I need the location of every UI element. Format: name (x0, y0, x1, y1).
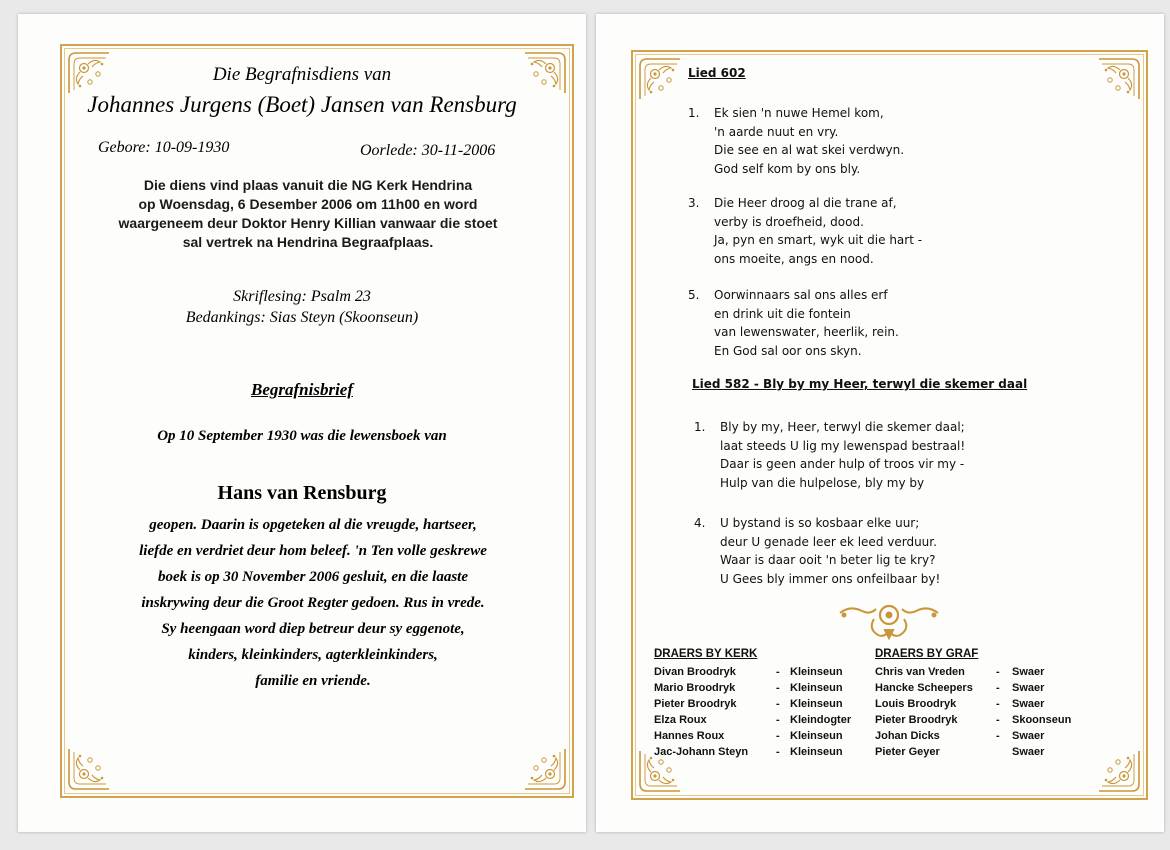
service-subtitle: Die Begrafnisdiens van (212, 64, 392, 85)
verse-number: 5. (688, 288, 700, 302)
bearer-row (875, 728, 1045, 744)
letter-line: inskrywing deur die Groot Regter gedoen. Rus in vrede. (141, 595, 485, 611)
birth-date: Gebore: 10-09-1930 (98, 139, 230, 156)
bearer-name: Louis Broodryk (875, 698, 957, 710)
hymn-582-title: Lied 582 - Bly by my Heer, terwyl die skemer daal (692, 377, 1028, 391)
verse-line: deur U genade leer ek leed verduur. (720, 534, 937, 549)
bearers-grave (875, 648, 1072, 760)
bearer-separator: - (776, 682, 780, 694)
bearer-relation: Swaer (1012, 746, 1045, 758)
verse-number: 1. (694, 420, 706, 434)
corner-ornament-icon (522, 746, 568, 792)
bearer-name: Hannes Roux (654, 730, 725, 742)
service-line: op Woensdag, 6 Desember 2006 om 11h00 en word (138, 196, 478, 212)
verse-line: U Gees bly immer ons onfeilbaar by! (720, 571, 941, 586)
bearer-name: Johan Dicks (875, 730, 940, 742)
bearer-row (875, 744, 1045, 760)
verse-line: Ja, pyn en smart, wyk uit die hart - (714, 233, 923, 247)
corner-ornament-icon (66, 746, 112, 792)
bearer-name: Pieter Broodryk (875, 714, 958, 726)
bearer-separator: - (776, 714, 780, 726)
bearer-separator: - (996, 698, 1000, 710)
hymn-602-verse-5 (688, 286, 899, 360)
bearer-row (654, 744, 843, 760)
verse-line: 'n aarde nuut en vry. (714, 124, 839, 139)
bearer-name: Divan Broodryk (654, 666, 736, 678)
bearer-relation: Swaer (1012, 698, 1045, 710)
bearer-row (654, 680, 843, 696)
bearer-relation: Skoonseun (1012, 714, 1072, 726)
bearers-church (654, 648, 852, 760)
verse-line: Bly by my, Heer, terwyl die skemer daal; (720, 420, 965, 434)
death-date: Oorlede: 30-11-2006 (360, 142, 496, 159)
bearer-row (875, 664, 1045, 680)
bearer-separator: - (776, 730, 780, 742)
hymn-602-verse-1 (688, 104, 905, 178)
service-line: waargeneem deur Doktor Henry Killian vanwaar die stoet (118, 215, 498, 231)
bearer-relation: Swaer (1012, 666, 1045, 678)
bearer-relation: Kleinseun (790, 730, 843, 742)
bearer-name: Chris van Vreden (875, 666, 965, 678)
deceased-name: Johannes Jurgens (Boet) Jansen van Rensburg (87, 92, 517, 117)
hymn-582-verse-1 (694, 418, 966, 492)
bearer-row (654, 696, 843, 712)
verse-line: laat steeds U lig my lewenspad bestraal! (720, 438, 966, 453)
service-details (88, 176, 528, 252)
verse-line: Hulp van die hulpelose, bly my by (720, 475, 925, 490)
letter-line: familie en vriende. (255, 673, 371, 689)
bearer-name: Pieter Geyer (875, 746, 940, 758)
verse-line: ons moeite, angs en nood. (714, 251, 874, 266)
bearer-name: Elza Roux (654, 714, 707, 726)
verse-number: 4. (694, 516, 706, 530)
right-page (596, 14, 1164, 832)
letter-line: geopen. Daarin is opgeteken al die vreugde, hartseer, (149, 517, 477, 533)
bearer-row (875, 680, 1045, 696)
letter-intro: Op 10 September 1930 was die lewensboek van (157, 428, 447, 444)
corner-ornament-icon (637, 56, 683, 102)
letter-line: Sy heengaan word diep betreur deur sy eggenote, (161, 621, 465, 637)
verse-line: God self kom by ons bly. (714, 161, 861, 176)
scripture-reading: Skriflesing: Psalm 23 (233, 288, 371, 305)
verse-line: en drink uit die fontein (714, 306, 851, 321)
order-of-service (18, 286, 586, 328)
bearer-row (654, 712, 852, 728)
letter-body (96, 512, 530, 694)
bearer-separator: - (996, 714, 1000, 726)
verse-line: Daar is geen ander hulp of troos vir my - (720, 457, 965, 471)
thanks-by: Bedankings: Sias Steyn (Skoonseun) (185, 309, 419, 326)
letter-line: boek is op 30 November 2006 gesluit, en die laaste (158, 569, 468, 585)
corner-ornament-icon (1096, 748, 1142, 794)
bearer-name: Hancke Scheepers (875, 682, 973, 694)
verse-line: verby is droefheid, dood. (714, 214, 864, 229)
letter-name: Hans van Rensburg (217, 482, 387, 504)
bearer-name: Jac-Johann Steyn (654, 746, 749, 758)
bearer-name: Pieter Broodryk (654, 698, 737, 710)
bearer-relation: Kleinseun (790, 746, 843, 758)
corner-ornament-icon (1096, 56, 1142, 102)
verse-line: Die see en al wat skei verdwyn. (714, 143, 905, 157)
bearer-row (875, 696, 1045, 712)
bearer-relation: Swaer (1012, 682, 1045, 694)
bearer-separator: - (776, 666, 780, 678)
bearer-separator: - (996, 730, 1000, 742)
bearer-separator: - (996, 666, 1000, 678)
bearer-relation: Swaer (1012, 730, 1045, 742)
verse-line: Die Heer droog al die trane af, (714, 196, 897, 210)
bearer-separator: - (776, 698, 780, 710)
verse-line: van lewenswater, heerlik, rein. (714, 325, 899, 339)
bearer-row (654, 664, 843, 680)
bearer-relation: Kleinseun (790, 666, 843, 678)
service-line: sal vertrek na Hendrina Begraafplaas. (182, 234, 434, 250)
scroll-ornament-icon (834, 599, 944, 643)
bearers-grave-heading: DRAERS BY GRAF (875, 648, 979, 660)
bearer-separator: - (776, 746, 780, 758)
verse-line: Oorwinnaars sal ons alles erf (714, 288, 888, 302)
service-line: Die diens vind plaas vanuit die NG Kerk Hendrina (143, 177, 473, 193)
verse-line: Waar is daar ooit 'n beter lig te kry? (720, 553, 936, 567)
letter-line: kinders, kleinkinders, agterkleinkinders, (188, 647, 438, 663)
verse-line: Ek sien 'n nuwe Hemel kom, (714, 106, 884, 120)
verse-line: U bystand is so kosbaar elke uur; (720, 516, 920, 530)
left-page (18, 14, 586, 832)
letter-title: Begrafnisbrief (251, 380, 353, 399)
verse-line: En God sal oor ons skyn. (714, 343, 862, 358)
bearer-separator: - (996, 682, 1000, 694)
bearer-name: Mario Broodryk (654, 682, 736, 694)
hymn-602-verse-3 (688, 194, 923, 268)
hymn-602-title: Lied 602 (688, 66, 746, 80)
verse-number: 1. (688, 106, 700, 120)
hymn-582-verse-4 (694, 514, 941, 588)
bearer-relation: Kleindogter (790, 714, 852, 726)
bearers-church-heading: DRAERS BY KERK (654, 648, 758, 660)
letter-line: liefde en verdriet deur hom beleef. 'n Ten volle geskrewe (139, 543, 487, 559)
bearer-row (654, 728, 843, 744)
verse-number: 3. (688, 196, 700, 210)
bearer-relation: Kleinseun (790, 698, 843, 710)
bearer-row (875, 712, 1072, 728)
bearer-relation: Kleinseun (790, 682, 843, 694)
